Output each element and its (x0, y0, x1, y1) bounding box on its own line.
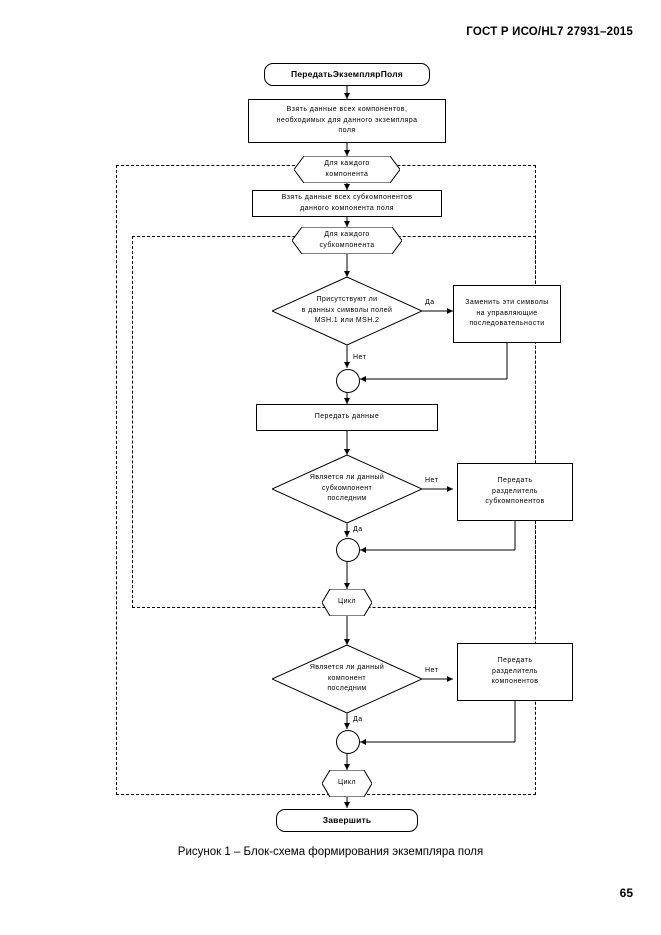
node-loop-component (294, 156, 400, 183)
node-sep-comp-line1: Передать (497, 657, 533, 665)
edge-label-last-comp-yes: Да (353, 716, 363, 723)
node-cycle-component-end (322, 770, 372, 797)
node-start-label: ПередатьЭкземплярПоля (291, 69, 403, 80)
node-replace-line1: Заменить эти символы (465, 299, 549, 307)
node-sep-comp-line3: компонентов (491, 678, 539, 686)
node-decision-msh-line2: в данных символы полей (301, 306, 393, 314)
node-decision-last-subcomponent (272, 455, 422, 523)
node-cycle-subcomponent-end (322, 589, 372, 616)
node-loop-subcomponent (292, 227, 402, 254)
node-merge-connector-1 (336, 369, 360, 393)
edge-label-msh-yes: Да (425, 299, 435, 306)
node-take-all-line2: необходимых для данного экземпляра (276, 116, 418, 124)
node-sep-sub-line3: субкомпонентов (485, 498, 545, 506)
node-merge-connector-3 (336, 730, 360, 754)
node-cycle-sub-label: Цикл (337, 598, 357, 606)
node-merge-connector-2 (336, 538, 360, 562)
node-decision-msh-line1: Присутствуют ли (316, 295, 378, 303)
figure-caption: Рисунок 1 – Блок-схема формирования экземпляра поля (177, 846, 484, 858)
node-send-data-label: Передать данные (314, 413, 380, 421)
node-take-sub-line1: Взять данные всех субкомпонентов (281, 194, 413, 201)
node-decision-last-component (272, 645, 422, 713)
edge-label-msh-no: Нет (353, 354, 367, 361)
node-loop-subcomponent-line1: Для каждого (324, 231, 370, 239)
page-number: 65 (619, 886, 633, 900)
node-end-terminator (276, 809, 418, 832)
node-sep-comp-line2: разделитель (492, 667, 538, 675)
node-take-all-subcomponents (252, 190, 442, 217)
node-decision-msh-line3: MSH.1 или MSH.2 (314, 317, 380, 325)
node-decision-last-comp-line3: последним (327, 685, 367, 693)
node-take-all-line1: Взять данные всех компонентов, (286, 106, 408, 114)
node-replace-symbols (453, 285, 561, 343)
edge-label-last-sub-no: Нет (425, 477, 439, 484)
node-send-subcomponent-separator (457, 463, 573, 521)
page-header-title: ГОСТ Р ИСО/HL7 27931–2015 (466, 26, 633, 38)
node-end-label: Завершить (322, 815, 372, 826)
edge-label-last-sub-yes: Да (353, 526, 363, 533)
node-loop-component-line2: компонента (325, 170, 369, 178)
node-cycle-comp-label: Цикл (337, 779, 357, 787)
node-take-all-components (248, 99, 446, 143)
node-decision-last-comp-line2: компонент (328, 674, 366, 682)
node-sep-sub-line1: Передать (497, 477, 533, 485)
node-loop-component-line1: Для каждого (324, 160, 370, 168)
node-loop-subcomponent-line2: субкомпонента (319, 241, 375, 249)
node-replace-line3: последовательности (469, 320, 545, 328)
node-take-all-line3: поля (338, 127, 356, 135)
edge-label-last-comp-no: Нет (425, 667, 439, 674)
node-decision-last-sub-line3: последним (327, 495, 367, 503)
node-decision-last-sub-line1: Является ли данный (309, 473, 385, 481)
node-start-terminator (264, 63, 430, 86)
node-decision-msh-symbols (272, 277, 422, 345)
node-send-data (256, 404, 438, 431)
node-sep-sub-line2: разделитель (492, 487, 538, 495)
node-take-sub-line2: данного компонента поля (300, 204, 394, 212)
node-decision-last-sub-line2: субкомпонент (321, 484, 373, 492)
node-replace-line2: на управляющие (476, 309, 538, 317)
node-send-component-separator (457, 643, 573, 701)
node-decision-last-comp-line1: Является ли данный (309, 663, 385, 671)
